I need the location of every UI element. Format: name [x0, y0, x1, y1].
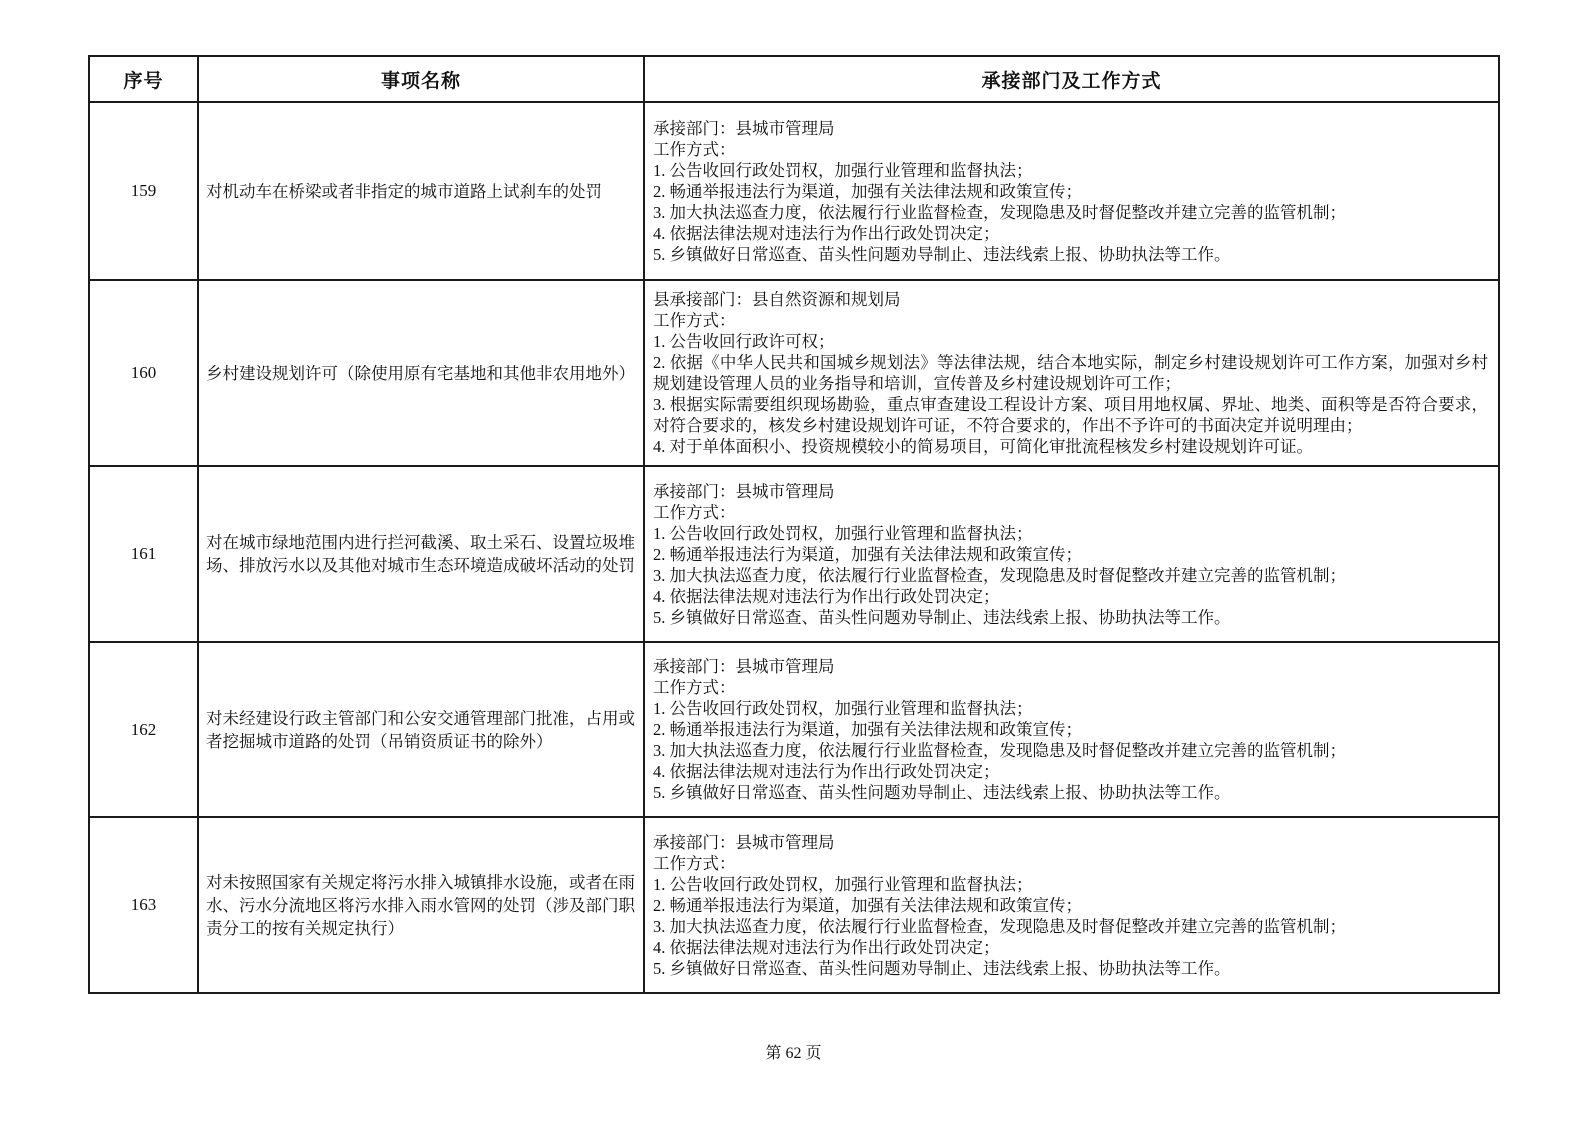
- detail-line: 承接部门：县城市管理局: [653, 657, 835, 676]
- table-row: [89, 280, 1499, 466]
- row-serial-number: 163: [89, 817, 198, 993]
- detail-line: 4. 对于单体面积小、投资规模较小的简易项目，可简化审批流程核发乡村建设规划许可证。: [653, 437, 1313, 456]
- detail-line: 3. 加大执法巡查力度，依法履行行业监督检查，发现隐患及时督促整改并建立完善的监管机制；: [653, 202, 1346, 222]
- row-detail: [644, 466, 1499, 642]
- header-item-name: 事项名称: [198, 56, 644, 102]
- page-number: 第 62 页: [765, 1045, 822, 1062]
- detail-line: 4. 依据法律法规对违法行为作出行政处罚决定；: [653, 762, 1000, 781]
- detail-line: 3. 加大执法巡查力度，依法履行行业监督检查，发现隐患及时督促整改并建立完善的监管机制；: [653, 741, 1346, 760]
- table-row: [89, 466, 1499, 642]
- detail-line: 2. 畅通举报违法行为渠道，加强有关法律法规和政策宣传；: [653, 181, 1082, 201]
- detail-line: 5. 乡镇做好日常巡查、苗头性问题劝导制止、违法线索上报、协助执法等工作。: [653, 958, 1231, 978]
- row-serial-number: 161: [89, 466, 198, 642]
- detail-line: 承接部门：县城市管理局: [653, 481, 835, 501]
- row-item-name: 乡村建设规划许可（除使用原有宅基地和其他非农用地外）: [198, 280, 644, 466]
- detail-line: 3. 加大执法巡查力度，依法履行行业监督检查，发现隐患及时督促整改并建立完善的监管机制；: [653, 565, 1346, 585]
- detail-line: 工作方式：: [653, 139, 736, 159]
- detail-line: 1. 公告收回行政处罚权，加强行业管理和监督执法；: [653, 160, 1033, 180]
- row-detail: [644, 642, 1499, 817]
- detail-line: 县承接部门：县自然资源和规划局: [653, 290, 901, 309]
- row-item-name: 对在城市绿地范围内进行拦河截溪、取土采石、设置垃圾堆场、排放污水以及其他对城市生态环境造成破坏活动的处罚: [198, 466, 644, 642]
- table-row: [89, 102, 1499, 280]
- detail-line: 承接部门：县城市管理局: [653, 118, 835, 138]
- detail-line: 1. 公告收回行政处罚权，加强行业管理和监督执法；: [653, 523, 1033, 543]
- detail-line: 1. 公告收回行政许可权；: [653, 332, 835, 351]
- detail-line: 2. 依据《中华人民共和国城乡规划法》等法律法规，结合本地实际，制定乡村建设规划许可工作方案，加强对乡村规划建设管理人员的业务指导和培训，宣传普及乡村建设规划许可工作；: [653, 353, 1488, 393]
- detail-line: 2. 畅通举报违法行为渠道，加强有关法律法规和政策宣传；: [653, 720, 1082, 739]
- detail-line: 3. 加大执法巡查力度，依法履行行业监督检查，发现隐患及时督促整改并建立完善的监管机制；: [653, 916, 1346, 936]
- detail-line: 工作方式：: [653, 311, 736, 330]
- detail-line: 承接部门：县城市管理局: [653, 832, 835, 852]
- row-item-name: 对未经建设行政主管部门和公安交通管理部门批准，占用或者挖掘城市道路的处罚（吊销资质证书的除外）: [198, 642, 644, 817]
- table-header-row: [89, 56, 1499, 102]
- detail-line: 5. 乡镇做好日常巡查、苗头性问题劝导制止、违法线索上报、协助执法等工作。: [653, 607, 1231, 627]
- table-row: [89, 642, 1499, 817]
- detail-line: 2. 畅通举报违法行为渠道，加强有关法律法规和政策宣传；: [653, 895, 1082, 915]
- header-serial-number: 序号: [89, 56, 198, 102]
- detail-line: 4. 依据法律法规对违法行为作出行政处罚决定；: [653, 586, 1000, 606]
- row-detail: [644, 102, 1499, 280]
- table-row: [89, 817, 1499, 993]
- row-serial-number: 160: [89, 280, 198, 466]
- row-serial-number: 162: [89, 642, 198, 817]
- detail-line: 1. 公告收回行政处罚权，加强行业管理和监督执法；: [653, 874, 1033, 894]
- detail-line: 工作方式：: [653, 502, 736, 522]
- row-detail: [644, 817, 1499, 993]
- detail-line: 2. 畅通举报违法行为渠道，加强有关法律法规和政策宣传；: [653, 544, 1082, 564]
- row-item-name: 对机动车在桥梁或者非指定的城市道路上试刹车的处罚: [198, 102, 644, 280]
- items-table: [88, 55, 1500, 994]
- detail-line: 工作方式：: [653, 678, 736, 697]
- detail-line: 4. 依据法律法规对违法行为作出行政处罚决定；: [653, 937, 1000, 957]
- detail-line: 3. 根据实际需要组织现场勘验，重点审查建设工程设计方案、项目用地权属、界址、地类、面积等是否符合要求，对符合要求的，核发乡村建设规划许可证，不符合要求的，作出不予许可的书面决定并说明理由；: [653, 395, 1488, 435]
- detail-line: 5. 乡镇做好日常巡查、苗头性问题劝导制止、违法线索上报、协助执法等工作。: [653, 783, 1231, 802]
- row-detail: [644, 280, 1499, 466]
- detail-line: 1. 公告收回行政处罚权，加强行业管理和监督执法；: [653, 699, 1033, 718]
- detail-line: 5. 乡镇做好日常巡查、苗头性问题劝导制止、违法线索上报、协助执法等工作。: [653, 244, 1231, 264]
- row-item-name: 对未按照国家有关规定将污水排入城镇排水设施，或者在雨水、污水分流地区将污水排入雨水管网的处罚（涉及部门职责分工的按有关规定执行）: [198, 817, 644, 993]
- detail-line: 4. 依据法律法规对违法行为作出行政处罚决定；: [653, 223, 1000, 243]
- row-serial-number: 159: [89, 102, 198, 280]
- header-department-method: 承接部门及工作方式: [644, 56, 1499, 102]
- detail-line: 工作方式：: [653, 853, 736, 873]
